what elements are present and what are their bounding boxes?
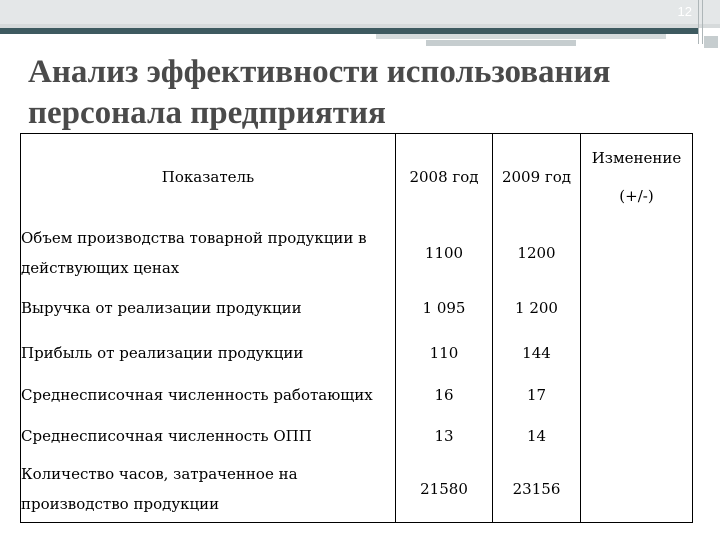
table-row (21, 415, 693, 457)
page-number: 12 (677, 4, 692, 19)
row-label: Выручка от реализации продукции (21, 286, 396, 331)
header-indicator: Показатель (21, 134, 396, 220)
header-accent-bar (426, 40, 576, 46)
header-accent-bar (376, 34, 666, 39)
value-2008: 21580 (396, 457, 493, 523)
header-change-label: Изменение (591, 148, 682, 167)
value-change (581, 331, 693, 375)
table-row (21, 457, 693, 523)
value-change (581, 457, 693, 523)
efficiency-table (20, 133, 693, 523)
table-row (21, 375, 693, 415)
value-change (581, 415, 693, 457)
table-row (21, 331, 693, 375)
value-change (581, 220, 693, 286)
value-2009: 1 200 (493, 286, 581, 331)
value-2008: 1 095 (396, 286, 493, 331)
header-change (581, 134, 693, 220)
header-change-sign: (+/-) (619, 186, 654, 205)
row-label: Прибыль от реализации продукции (21, 331, 396, 375)
value-change (581, 286, 693, 331)
header-accent-block (704, 36, 718, 48)
slide-header-bar (0, 0, 720, 24)
header-divider-line (698, 0, 699, 44)
table-row (21, 286, 693, 331)
value-2008: 13 (396, 415, 493, 457)
header-2009: 2009 год (493, 134, 581, 220)
value-2008: 110 (396, 331, 493, 375)
value-2008: 16 (396, 375, 493, 415)
table-row (21, 220, 693, 286)
value-2009: 17 (493, 375, 581, 415)
value-change (581, 375, 693, 415)
value-2008: 1100 (396, 220, 493, 286)
row-label: Среднесписочная численность работающих (21, 375, 396, 415)
row-label: Объем производства товарной продукции в действующих ценах (21, 220, 396, 286)
value-2009: 1200 (493, 220, 581, 286)
slide-title: Анализ эффективности использования персонала предприятия (28, 54, 611, 131)
value-2009: 144 (493, 331, 581, 375)
row-label: Среднесписочная численность ОПП (21, 415, 396, 457)
header-divider-line (702, 0, 703, 44)
table-header-row (21, 134, 693, 220)
value-2009: 14 (493, 415, 581, 457)
row-label: Количество часов, затраченное на производство продукции (21, 457, 396, 523)
value-2009: 23156 (493, 457, 581, 523)
header-2008: 2008 год (396, 134, 493, 220)
